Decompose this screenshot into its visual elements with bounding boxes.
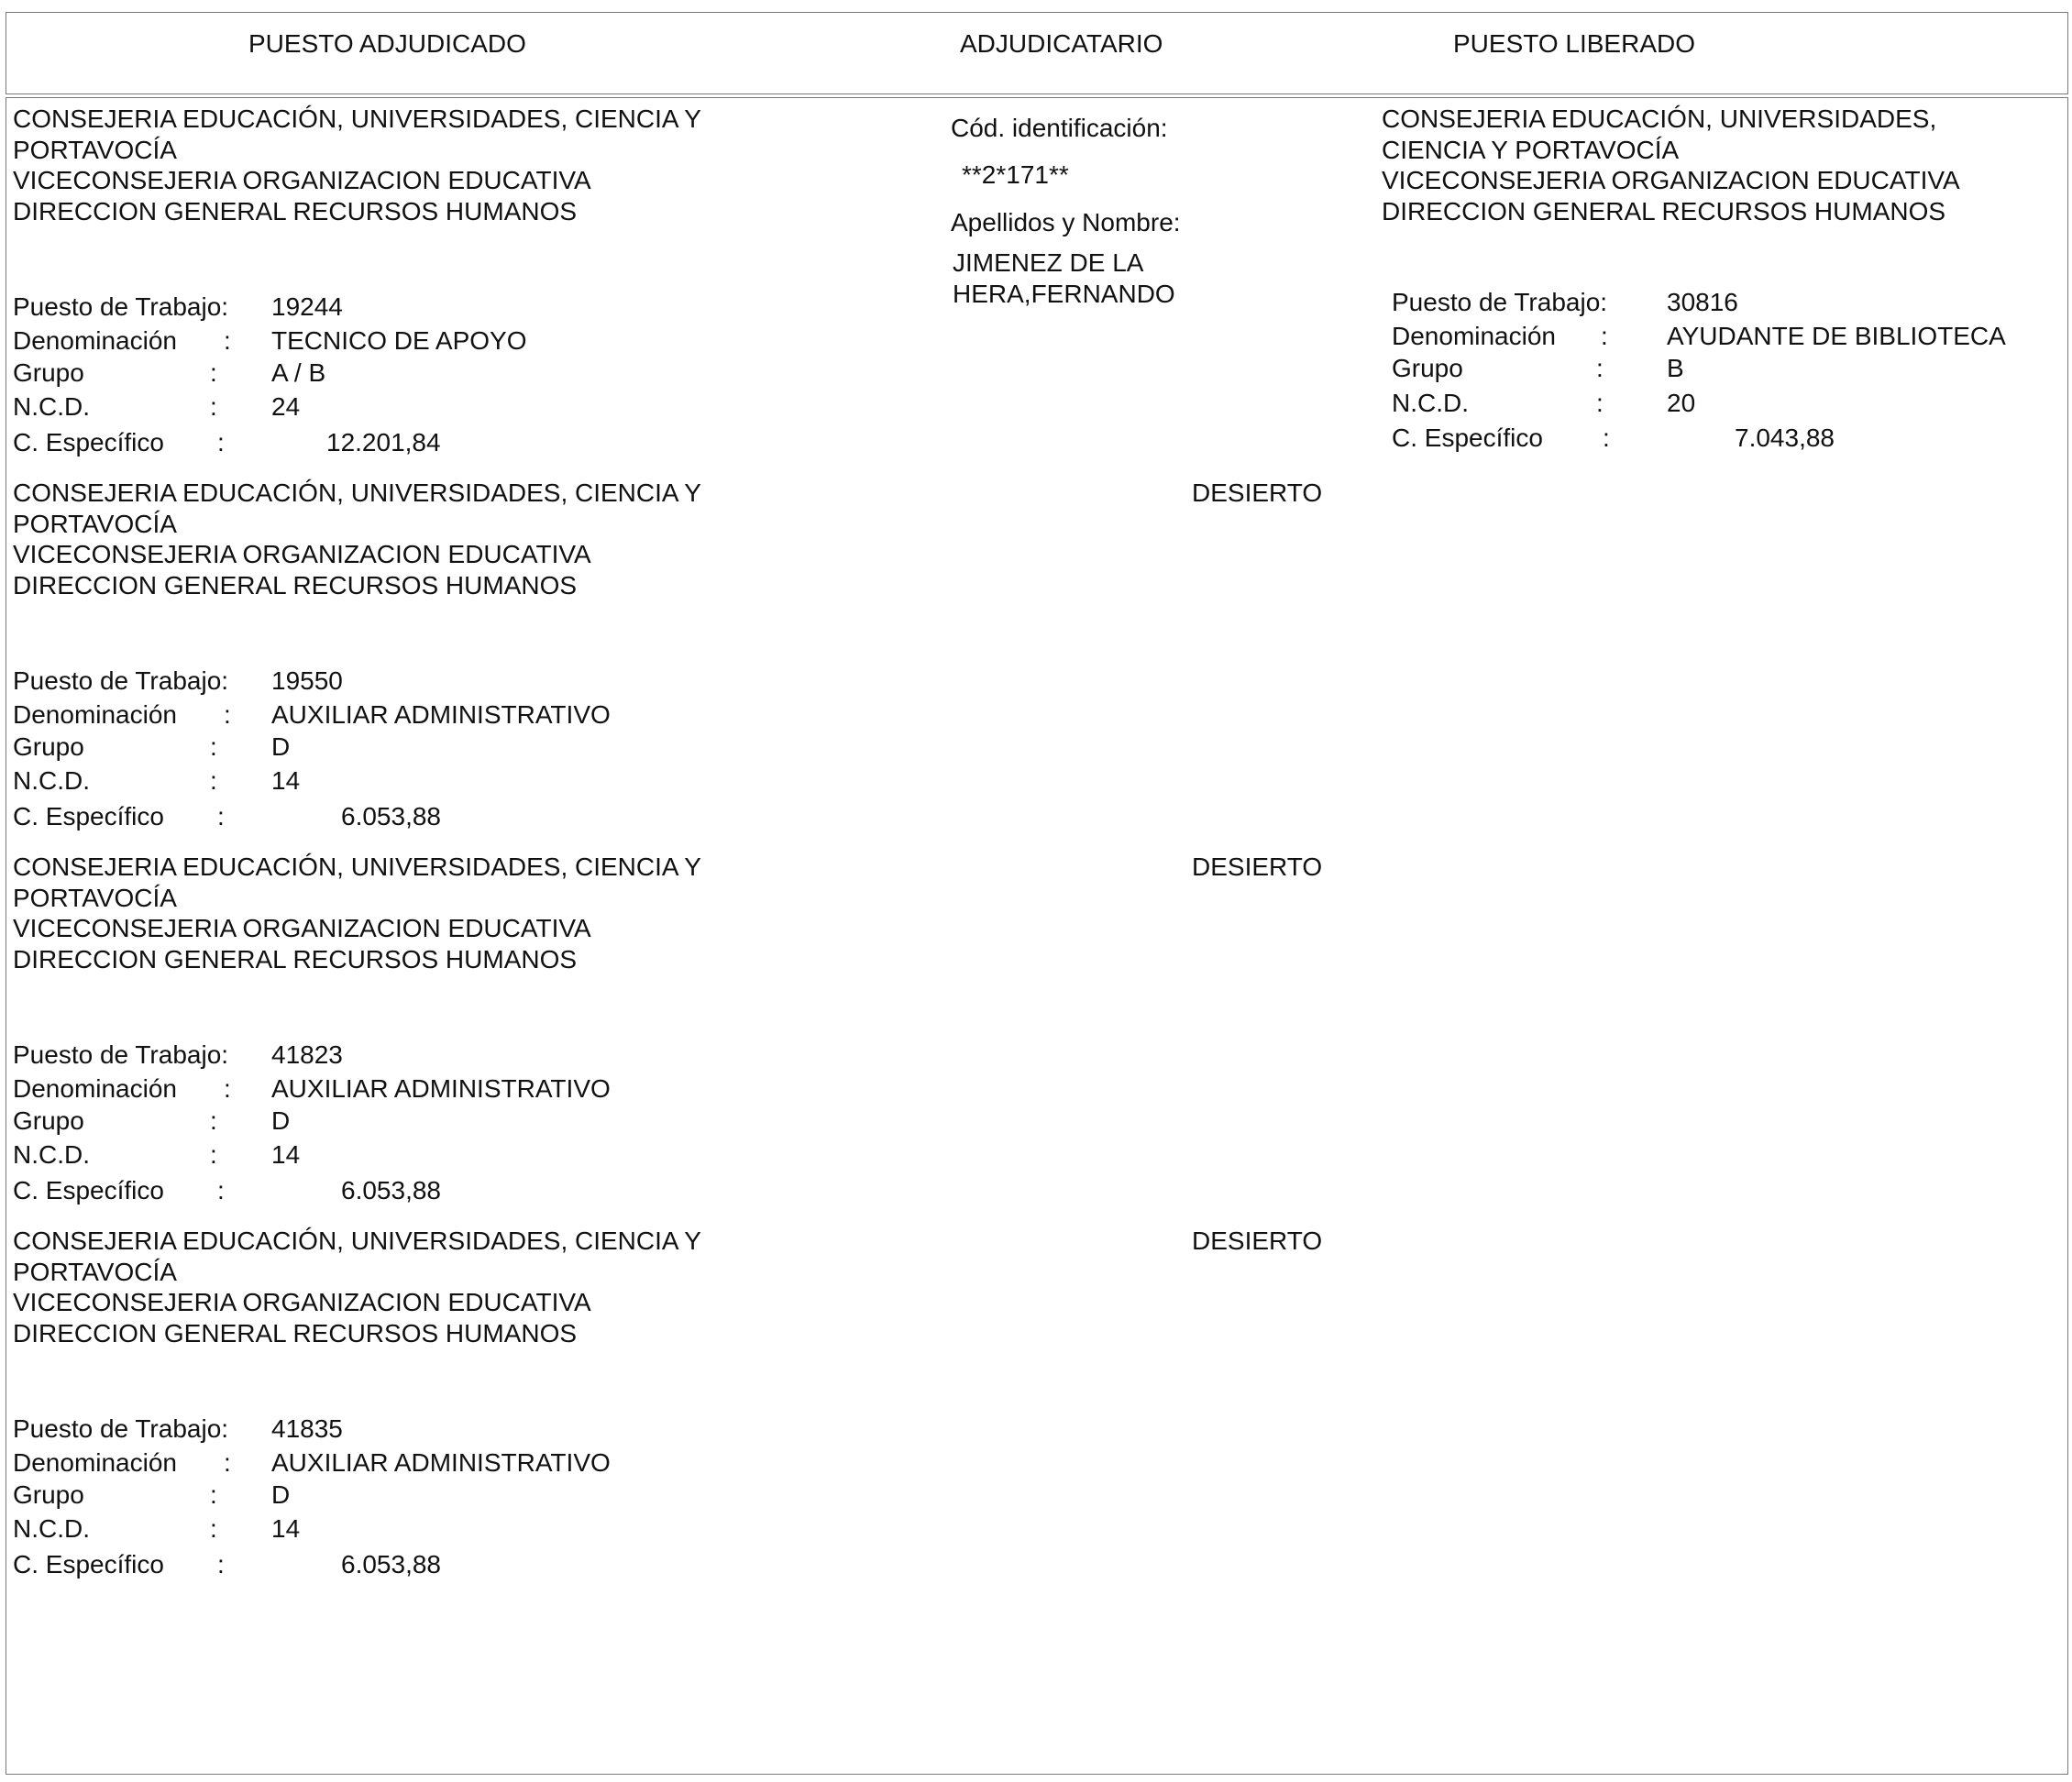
colon: : [217,428,225,456]
org-block [13,852,701,974]
status-desierto: DESIERTO [1192,852,1323,881]
cod-identificacion-value: **2*171** [962,160,1069,189]
puesto-value: 41835 [271,1414,343,1443]
colon: : [217,802,225,830]
org-block [13,104,701,226]
org-line: VICECONSEJERIA ORGANIZACION EDUCATIVA [13,914,591,942]
liberado-grupo-value: B [1667,354,1684,382]
header-puesto-adjudicado: PUESTO ADJUDICADO [248,29,526,58]
ncd-value: 14 [271,1514,301,1543]
org-line: PORTAVOCÍA [13,509,177,538]
especifico-label: C. Específico [13,428,164,456]
denominacion-label: Denominación [13,326,177,355]
puesto-label: Puesto de Trabajo: [13,1414,229,1443]
ncd-label: N.C.D. [13,766,90,795]
colon: : [210,1106,217,1135]
especifico-label: C. Específico [13,802,164,830]
ncd-value: 24 [271,392,301,421]
org-line: DIRECCION GENERAL RECURSOS HUMANOS [13,570,578,600]
cod-identificacion-label: Cód. identificación: [951,114,1168,142]
denominacion-value: AUXILIAR ADMINISTRATIVO [271,700,611,729]
liberado-denominacion-value: AYUDANTE DE BIBLIOTECA [1667,322,2006,350]
liberado-puesto-label: Puesto de Trabajo: [1392,288,1608,316]
puesto-label: Puesto de Trabajo: [13,666,229,695]
denominacion-value: AUXILIAR ADMINISTRATIVO [271,1448,611,1477]
grupo-label: Grupo [13,732,84,761]
colon: : [210,1480,217,1509]
especifico-value: 6.053,88 [341,1550,441,1578]
org-line: DIRECCION GENERAL RECURSOS HUMANOS [13,1318,578,1348]
puesto-value: 41823 [271,1040,343,1069]
org-line: VICECONSEJERIA ORGANIZACION EDUCATIVA [1382,166,1960,194]
org-line: PORTAVOCÍA [13,1257,177,1286]
adjudicatario-nombre [953,248,1175,309]
ncd-value: 14 [271,1140,301,1169]
ncd-label: N.C.D. [13,1140,90,1169]
especifico-label: C. Específico [13,1176,164,1204]
puesto-label: Puesto de Trabajo: [13,292,229,321]
colon: : [1596,389,1604,417]
puesto-label: Puesto de Trabajo: [13,1040,229,1069]
especifico-label: C. Específico [13,1550,164,1578]
colon: : [224,700,231,729]
grupo-label: Grupo [13,1106,84,1135]
org-line: VICECONSEJERIA ORGANIZACION EDUCATIVA [13,166,591,194]
liberado-especifico-label: C. Específico [1392,424,1543,452]
org-line: CONSEJERIA EDUCACIÓN, UNIVERSIDADES, CIENCIA Y [13,1226,701,1255]
liberado-ncd-label: N.C.D. [1392,389,1469,417]
colon: : [224,326,231,355]
status-desierto: DESIERTO [1192,478,1323,507]
grupo-value: A / B [271,358,326,387]
liberado-org-block [1382,104,1960,226]
puesto-value: 19550 [271,666,343,695]
colon: : [1601,322,1608,350]
especifico-value: 6.053,88 [341,1176,441,1204]
colon: : [217,1550,225,1578]
header-adjudicatario: ADJUDICATARIO [960,29,1163,58]
org-line: CONSEJERIA EDUCACIÓN, UNIVERSIDADES, [1382,104,1937,133]
org-line: DIRECCION GENERAL RECURSOS HUMANOS [1382,196,1946,226]
org-line: VICECONSEJERIA ORGANIZACION EDUCATIVA [13,540,591,568]
colon: : [210,1140,217,1169]
org-line: PORTAVOCÍA [13,883,177,912]
org-line: DIRECCION GENERAL RECURSOS HUMANOS [13,944,578,974]
especifico-value: 6.053,88 [341,802,441,830]
ncd-value: 14 [271,766,301,795]
status-desierto: DESIERTO [1192,1226,1323,1255]
nombre-line: JIMENEZ DE LA [953,248,1144,277]
nombre-line: HERA,FERNANDO [953,279,1175,308]
puesto-value: 19244 [271,292,343,321]
grupo-label: Grupo [13,358,84,387]
org-block [13,1226,701,1348]
header-puesto-liberado: PUESTO LIBERADO [1453,29,1696,58]
denominacion-value: TECNICO DE APOYO [271,326,527,355]
denominacion-label: Denominación [13,700,177,729]
apellidos-label: Apellidos y Nombre: [951,208,1181,236]
colon: : [210,732,217,761]
colon: : [210,392,217,421]
grupo-value: D [271,1106,291,1135]
liberado-ncd-value: 20 [1667,389,1696,417]
colon: : [1603,424,1610,452]
colon: : [210,1514,217,1543]
grupo-label: Grupo [13,1480,84,1509]
colon: : [224,1448,231,1477]
colon: : [1596,354,1604,382]
liberado-denominacion-label: Denominación [1392,322,1556,350]
especifico-value: 12.201,84 [326,428,441,456]
liberado-especifico-value: 7.043,88 [1735,424,1835,452]
org-line: CONSEJERIA EDUCACIÓN, UNIVERSIDADES, CIENCIA Y [13,852,701,881]
liberado-grupo-label: Grupo [1392,354,1463,382]
grupo-value: D [271,732,291,761]
grupo-value: D [271,1480,291,1509]
org-block [13,478,701,600]
org-line: CONSEJERIA EDUCACIÓN, UNIVERSIDADES, CIENCIA Y [13,478,701,507]
ncd-label: N.C.D. [13,1514,90,1543]
denominacion-label: Denominación [13,1074,177,1103]
org-line: DIRECCION GENERAL RECURSOS HUMANOS [13,196,578,226]
colon: : [224,1074,231,1103]
colon: : [210,358,217,387]
colon: : [217,1176,225,1204]
liberado-puesto-value: 30816 [1667,288,1738,316]
denominacion-value: AUXILIAR ADMINISTRATIVO [271,1074,611,1103]
colon: : [210,766,217,795]
denominacion-label: Denominación [13,1448,177,1477]
org-line: VICECONSEJERIA ORGANIZACION EDUCATIVA [13,1288,591,1316]
org-line: CIENCIA Y PORTAVOCÍA [1382,135,1680,164]
org-line: CONSEJERIA EDUCACIÓN, UNIVERSIDADES, CIENCIA Y [13,104,701,133]
ncd-label: N.C.D. [13,392,90,421]
org-line: PORTAVOCÍA [13,135,177,164]
